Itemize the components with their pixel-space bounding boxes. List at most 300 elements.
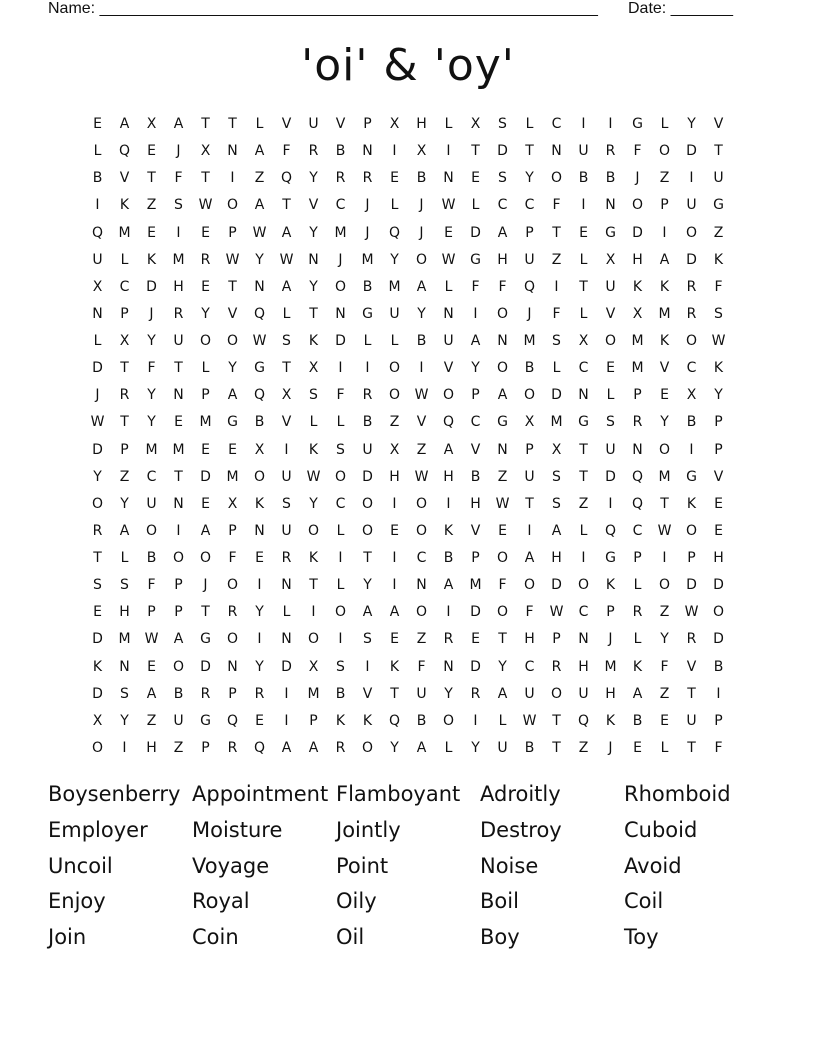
grid-letter: L: [93, 143, 102, 160]
grid-letter: T: [201, 116, 210, 132]
grid-letter: D: [92, 631, 103, 648]
grid-letter: T: [579, 468, 588, 485]
grid-letter: Y: [444, 685, 453, 702]
grid-letter: L: [201, 360, 210, 377]
grid-letter: V: [605, 305, 616, 322]
grid-letter: Q: [253, 305, 266, 322]
grid-letter: R: [200, 251, 211, 268]
grid-letter: V: [713, 116, 724, 132]
grid-letter: Z: [713, 224, 724, 241]
grid-letter: L: [606, 387, 615, 404]
grid-letter: V: [416, 414, 427, 431]
grid-letter: M: [118, 631, 131, 648]
grid-letter: L: [309, 414, 318, 431]
grid-letter: Z: [173, 739, 184, 756]
grid-letter: P: [714, 414, 723, 431]
grid-letter: R: [632, 414, 643, 431]
grid-letter: R: [119, 387, 130, 404]
grid-letter: R: [227, 739, 238, 756]
grid-letter: Y: [363, 577, 372, 594]
grid-letter: X: [92, 278, 103, 295]
grid-letter: P: [687, 550, 696, 566]
grid-letter: G: [227, 414, 238, 431]
grid-letter: K: [335, 712, 346, 729]
grid-letter: K: [713, 251, 724, 268]
grid-letter: N: [443, 305, 454, 322]
grid-letter: A: [497, 224, 508, 241]
grid-letter: F: [714, 739, 723, 756]
word-list-item: Avoid: [624, 853, 682, 878]
grid-letter: O: [658, 441, 671, 458]
grid-letter: E: [498, 522, 507, 539]
grid-letter: T: [471, 143, 480, 160]
grid-letter: V: [227, 305, 238, 322]
grid-letter: E: [147, 658, 156, 675]
grid-letter: L: [390, 197, 399, 214]
grid-letter: P: [174, 577, 183, 594]
grid-letter: U: [281, 468, 292, 485]
grid-letter: E: [201, 495, 210, 512]
grid-letter: O: [496, 360, 509, 377]
grid-letter: P: [633, 550, 642, 566]
grid-letter: Y: [660, 414, 669, 431]
grid-letter: S: [174, 197, 183, 214]
grid-letter: R: [686, 631, 697, 648]
grid-letter: R: [551, 658, 562, 675]
grid-letter: F: [498, 278, 507, 295]
grid-letter: C: [578, 360, 589, 377]
grid-letter: L: [633, 577, 642, 594]
grid-letter: O: [658, 577, 671, 594]
grid-letter: Y: [120, 495, 129, 512]
grid-letter: P: [606, 604, 615, 621]
grid-letter: E: [201, 224, 210, 241]
grid-letter: S: [336, 658, 345, 675]
grid-letter: T: [525, 495, 534, 512]
grid-letter: M: [334, 224, 347, 241]
grid-letter: T: [390, 685, 399, 702]
grid-letter: F: [147, 360, 156, 377]
grid-letter: I: [689, 170, 694, 187]
grid-letter: F: [147, 577, 156, 594]
grid-letter: E: [390, 631, 399, 648]
grid-letter: D: [200, 468, 211, 485]
grid-letter: E: [201, 441, 210, 458]
grid-letter: N: [416, 577, 427, 594]
grid-letter: D: [686, 143, 697, 160]
grid-letter: Z: [254, 170, 265, 187]
grid-letter: J: [338, 251, 343, 268]
grid-letter: P: [228, 522, 237, 539]
grid-letter: U: [146, 495, 157, 512]
grid-letter: D: [551, 387, 562, 404]
grid-letter: L: [579, 305, 588, 322]
grid-letter: R: [443, 631, 454, 648]
grid-letter: Y: [660, 631, 669, 648]
grid-letter: H: [146, 739, 157, 756]
grid-letter: P: [228, 224, 237, 241]
grid-letter: D: [92, 685, 103, 702]
grid-letter: J: [608, 631, 613, 648]
grid-letter: W: [252, 224, 267, 241]
grid-letter: X: [389, 116, 400, 132]
grid-letter: Z: [416, 441, 427, 458]
grid-letter: V: [308, 197, 319, 214]
grid-letter: O: [442, 387, 455, 404]
word-list-item: Destroy: [480, 817, 562, 842]
grid-letter: N: [281, 577, 292, 594]
grid-letter: L: [660, 739, 669, 756]
grid-letter: L: [660, 116, 669, 132]
grid-letter: J: [203, 577, 208, 594]
grid-letter: E: [471, 170, 480, 187]
word-list-item: Oil: [336, 925, 365, 950]
grid-letter: E: [147, 143, 156, 160]
grid-letter: B: [632, 712, 643, 729]
grid-letter: I: [689, 441, 694, 458]
grid-letter: I: [365, 658, 370, 675]
grid-letter: Y: [309, 495, 318, 512]
grid-letter: O: [361, 495, 374, 512]
grid-letter: U: [443, 333, 454, 349]
grid-letter: Q: [118, 143, 131, 160]
grid-letter: S: [498, 116, 507, 132]
grid-letter: W: [657, 522, 672, 539]
grid-letter: V: [281, 116, 292, 132]
grid-letter: A: [119, 522, 130, 539]
grid-letter: I: [662, 550, 667, 566]
grid-letter: A: [200, 522, 211, 539]
grid-letter: A: [389, 604, 400, 621]
grid-letter: T: [498, 631, 507, 648]
grid-letter: B: [92, 170, 103, 187]
grid-letter: I: [446, 495, 451, 512]
grid-letter: N: [227, 658, 238, 675]
grid-letter: J: [419, 197, 424, 214]
grid-letter: Q: [442, 414, 455, 431]
grid-letter: A: [416, 278, 427, 295]
grid-letter: A: [362, 604, 373, 621]
grid-letter: T: [579, 441, 588, 458]
grid-letter: D: [713, 631, 724, 648]
grid-letter: I: [122, 739, 127, 756]
grid-letter: M: [388, 278, 401, 295]
grid-letter: N: [497, 333, 508, 349]
grid-letter: L: [120, 251, 129, 268]
grid-letter: R: [281, 550, 292, 566]
grid-letter: O: [226, 631, 239, 648]
word-list-item: Moisture: [192, 817, 283, 842]
grid-letter: O: [226, 577, 239, 594]
grid-letter: T: [282, 360, 291, 377]
grid-letter: P: [201, 387, 210, 404]
grid-letter: U: [605, 441, 616, 458]
grid-letter: L: [579, 251, 588, 268]
grid-letter: K: [605, 577, 616, 594]
grid-letter: D: [497, 143, 508, 160]
grid-letter: M: [307, 685, 320, 702]
grid-letter: L: [525, 116, 534, 132]
grid-letter: H: [524, 631, 535, 648]
letter-grid: [84, 114, 732, 765]
word-list-item: Point: [336, 853, 389, 878]
grid-letter: K: [632, 278, 643, 295]
grid-letter: Q: [604, 522, 617, 539]
grid-letter: T: [282, 197, 291, 214]
grid-letter: M: [199, 414, 212, 431]
grid-letter: L: [282, 305, 291, 322]
grid-letter: A: [281, 278, 292, 295]
grid-letter: R: [335, 170, 346, 187]
grid-letter: T: [228, 116, 237, 132]
word-list-item: Royal: [192, 889, 250, 914]
grid-letter: W: [306, 468, 321, 485]
grid-letter: Z: [659, 170, 670, 187]
grid-letter: M: [145, 441, 158, 458]
grid-letter: K: [92, 658, 103, 675]
grid-letter: U: [605, 278, 616, 295]
grid-letter: U: [713, 170, 724, 187]
grid-letter: B: [254, 414, 265, 431]
grid-letter: O: [91, 739, 104, 756]
grid-letter: F: [498, 577, 507, 594]
grid-letter: H: [173, 278, 184, 295]
grid-letter: K: [146, 251, 157, 268]
grid-letter: I: [662, 224, 667, 241]
grid-letter: O: [685, 333, 698, 349]
grid-letter: X: [281, 387, 292, 404]
grid-letter: E: [660, 387, 669, 404]
grid-letter: O: [307, 631, 320, 648]
grid-letter: A: [281, 739, 292, 756]
grid-letter: C: [119, 278, 130, 295]
grid-letter: P: [714, 441, 723, 458]
grid-letter: O: [226, 333, 239, 349]
grid-letter: A: [254, 143, 265, 160]
grid-letter: M: [172, 441, 185, 458]
grid-letter: B: [686, 414, 697, 431]
word-list-item: Noise: [480, 853, 539, 878]
grid-letter: C: [146, 468, 157, 485]
grid-letter: H: [416, 116, 427, 132]
grid-letter: A: [470, 333, 481, 349]
grid-letter: C: [335, 197, 346, 214]
grid-letter: K: [443, 522, 454, 539]
grid-letter: U: [92, 251, 103, 268]
grid-letter: E: [714, 495, 723, 512]
grid-letter: N: [119, 658, 130, 675]
grid-letter: T: [201, 170, 210, 187]
grid-letter: L: [363, 333, 372, 349]
grid-letter: O: [145, 522, 158, 539]
grid-letter: D: [470, 604, 481, 621]
grid-letter: O: [361, 522, 374, 539]
grid-letter: I: [257, 631, 262, 648]
grid-letter: T: [228, 278, 237, 295]
grid-letter: W: [549, 604, 564, 621]
grid-letter: Y: [309, 224, 318, 241]
grid-letter: I: [284, 712, 289, 729]
grid-letter: M: [658, 468, 671, 485]
grid-letter: E: [201, 278, 210, 295]
grid-letter: O: [91, 495, 104, 512]
grid-letter: O: [415, 495, 428, 512]
grid-letter: B: [605, 170, 616, 187]
grid-letter: M: [523, 333, 536, 349]
grid-letter: Q: [253, 387, 266, 404]
grid-letter: O: [334, 604, 347, 621]
grid-letter: P: [120, 305, 129, 322]
grid-letter: K: [119, 197, 130, 214]
grid-letter: Y: [471, 739, 480, 756]
grid-letter: W: [711, 333, 726, 349]
grid-letter: T: [552, 712, 561, 729]
grid-letter: P: [525, 441, 534, 458]
grid-letter: M: [604, 658, 617, 675]
word-list: [48, 778, 788, 957]
grid-letter: R: [335, 739, 346, 756]
grid-letter: W: [198, 197, 213, 214]
grid-letter: M: [631, 360, 644, 377]
grid-letter: F: [633, 143, 642, 160]
grid-letter: G: [497, 414, 508, 431]
word-list-item: Coin: [192, 925, 239, 950]
grid-letter: L: [120, 550, 129, 566]
grid-letter: I: [365, 360, 370, 377]
grid-letter: P: [471, 550, 480, 566]
grid-letter: E: [714, 522, 723, 539]
word-list-item: Voyage: [192, 853, 270, 878]
grid-letter: A: [254, 197, 265, 214]
grid-letter: V: [443, 360, 454, 377]
grid-letter: J: [365, 197, 370, 214]
grid-letter: Y: [309, 278, 318, 295]
grid-letter: O: [550, 685, 563, 702]
grid-letter: V: [119, 170, 130, 187]
grid-letter: Z: [389, 414, 400, 431]
grid-letter: P: [660, 197, 669, 214]
grid-letter: A: [443, 577, 454, 594]
grid-letter: C: [632, 522, 643, 539]
grid-letter: Z: [146, 712, 157, 729]
grid-letter: D: [632, 224, 643, 241]
page-title: 'oi' & 'oy': [301, 40, 515, 91]
grid-letter: F: [552, 197, 561, 214]
grid-letter: W: [684, 604, 699, 621]
grid-letter: Z: [119, 468, 130, 485]
grid-letter: F: [714, 278, 723, 295]
grid-letter: D: [92, 441, 103, 458]
grid-letter: Y: [390, 251, 399, 268]
grid-letter: C: [524, 197, 535, 214]
grid-letter: Y: [525, 170, 534, 187]
grid-letter: N: [632, 441, 643, 458]
grid-letter: E: [633, 739, 642, 756]
grid-letter: W: [441, 251, 456, 268]
grid-letter: I: [608, 495, 613, 512]
grid-letter: H: [470, 495, 481, 512]
grid-letter: N: [443, 658, 454, 675]
grid-letter: O: [415, 251, 428, 268]
grid-letter: L: [498, 712, 507, 729]
grid-letter: I: [176, 224, 181, 241]
grid-letter: U: [686, 197, 697, 214]
grid-letter: O: [442, 712, 455, 729]
grid-letter: W: [495, 495, 510, 512]
grid-letter: I: [392, 495, 397, 512]
grid-letter: E: [147, 224, 156, 241]
grid-letter: H: [605, 685, 616, 702]
grid-letter: O: [226, 197, 239, 214]
grid-letter: I: [338, 550, 343, 566]
grid-letter: K: [362, 712, 373, 729]
grid-letter: J: [95, 387, 100, 404]
grid-letter: S: [498, 170, 507, 187]
grid-letter: B: [416, 712, 427, 729]
grid-letter: O: [496, 305, 509, 322]
grid-letter: G: [254, 360, 265, 377]
grid-letter: W: [144, 631, 159, 648]
grid-letter: P: [120, 441, 129, 458]
word-list-item: Adroitly: [480, 782, 561, 806]
grid-letter: O: [415, 522, 428, 539]
grid-letter: U: [578, 143, 589, 160]
grid-letter: J: [635, 170, 640, 187]
grid-letter: O: [388, 360, 401, 377]
grid-letter: N: [227, 143, 238, 160]
grid-letter: R: [200, 685, 211, 702]
grid-letter: W: [441, 197, 456, 214]
grid-letter: I: [581, 550, 586, 566]
grid-letter: J: [365, 224, 370, 241]
grid-letter: Y: [147, 333, 156, 349]
grid-letter: L: [255, 116, 264, 132]
grid-letter: U: [524, 251, 535, 268]
grid-letter: B: [578, 170, 589, 187]
grid-letter: D: [92, 360, 103, 377]
grid-letter: C: [416, 550, 427, 566]
grid-letter: Y: [120, 712, 129, 729]
word-list-item: Join: [48, 925, 87, 950]
grid-letter: G: [713, 197, 724, 214]
grid-letter: B: [335, 685, 346, 702]
grid-letter: W: [279, 251, 294, 268]
grid-letter: Y: [255, 658, 264, 675]
grid-letter: Q: [577, 712, 590, 729]
grid-letter: P: [147, 604, 156, 621]
grid-letter: N: [254, 278, 265, 295]
grid-letter: O: [253, 468, 266, 485]
grid-letter: Q: [631, 495, 644, 512]
grid-letter: O: [712, 604, 725, 621]
grid-letter: N: [281, 631, 292, 648]
grid-letter: O: [658, 143, 671, 160]
grid-letter: I: [230, 170, 235, 187]
grid-letter: T: [579, 278, 588, 295]
grid-letter: Q: [253, 739, 266, 756]
grid-letter: X: [578, 333, 589, 349]
grid-letter: I: [581, 197, 586, 214]
grid-letter: T: [552, 739, 561, 756]
grid-letter: L: [444, 116, 453, 132]
word-list-item: Coil: [624, 889, 664, 914]
grid-letter: D: [335, 333, 346, 349]
grid-letter: R: [227, 604, 238, 621]
word-list-item: Boil: [480, 889, 519, 914]
grid-letter: N: [308, 251, 319, 268]
grid-letter: E: [390, 170, 399, 187]
grid-letter: R: [362, 170, 373, 187]
